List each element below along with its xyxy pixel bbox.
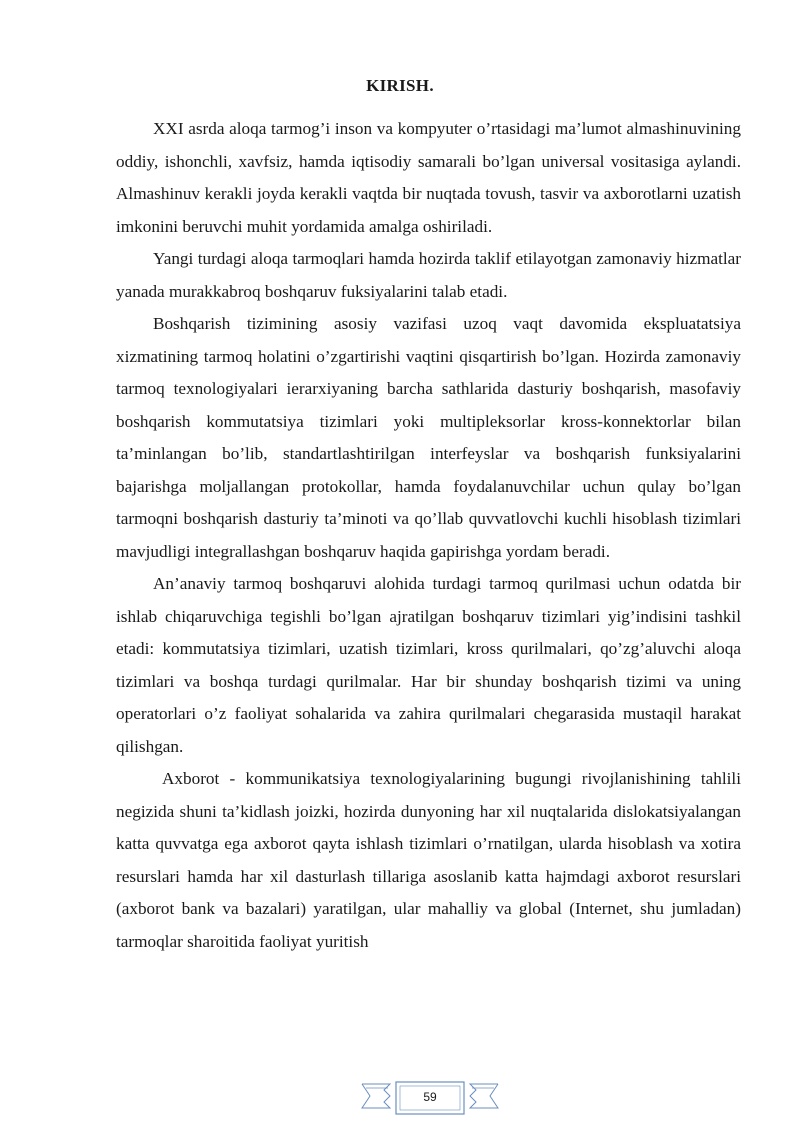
body-text [116,113,741,958]
paragraph-1: XXI asrda aloqa tarmog’i inson va kompyuter o’rtasidagi ma’lumot almashinuvining oddiy, ishonchli, xavfsiz, hamda iqtisodiy samarali bo’lgan universal vositasiga aylandi. Almashinuv kerakli joyda kerakli vaqtda bir nuqtada tovush, tasvir va axborotlarni uzatish imkonini beruvchi muhit yordamida amalga oshiriladi. [116,119,741,236]
page-number: 59 [423,1090,437,1104]
paragraph-2: Yangi turdagi aloqa tarmoqlari hamda hozirda taklif etilayotgan zamonaviy hizmatlar yanada murakkabroq boshqaruv fuksiyalarini talab etadi. [116,249,741,301]
page-title: KIRISH. [366,76,434,95]
paragraph-5: Axborot - kommunikatsiya texnologiyalarining bugungi rivojlanishining tahlili negizida shuni ta’kidlash joizki, hozirda dunyoning har xil nuqtalarida dislokatsiyalangan katta quvvatga ega axborot qayta ishlash tizimlari o’rnatilgan, ularda hisoblash va xotira resurslari hamda har xil dasturlash tillariga asoslanib katta hajmdagi axborot resurslari (axborot bank va bazalari) yaratilgan, ular mahalliy va global (Internet, shu jumladan) tarmoqlar sharoitida faoliyat yuritish [116,769,741,951]
paragraph-3: Boshqarish tizimining asosiy vazifasi uzoq vaqt davomida ekspluatatsiya xizmatining tarmoq holatini o’zgartirishi vaqtini qisqartirish bo’lgan. Hozirda zamonaviy tarmoq texnologiyalari ierarxiyaning barcha sathlarida dasturiy boshqarish, masofaviy boshqarish kommutatsiya tizimlari yoki multipleksorlar kross-konnektorlar bilan ta’minlangan bo’lib, standartlashtirilgan interfeyslar va boshqarish funksiyalarini bajarishga moljallangan protokollar, hamda foydalanuvchilar uchun qulay bo’lgan tarmoqni boshqarish dasturiy ta’minoti va qo’llab quvvatlovchi kuchli hisoblash tizimlari mavjudligi integrallashgan boshqaruv haqida gapirishga yordam beradi. [116,314,741,561]
page-footer [360,1078,500,1122]
paragraph-4: An’anaviy tarmoq boshqaruvi alohida turdagi tarmoq qurilmasi uchun odatda bir ishlab chiqaruvchiga tegishli bo’lgan ajratilgan boshqaruv tizimlari yig’indisini tashkil etadi: kommutatsiya tizimlari, uzatish tizimlari, kross qurilmalari, qo’zg’aluvchi aloqa tizimlari va boshqa turdagi qurilmalar. Har bir shunday boshqarish tizimi va uning operatorlari o’z faoliyat sohalarida va zahira qurilmalari chegarasida mustaqil harakat qilishgan. [116,574,741,756]
